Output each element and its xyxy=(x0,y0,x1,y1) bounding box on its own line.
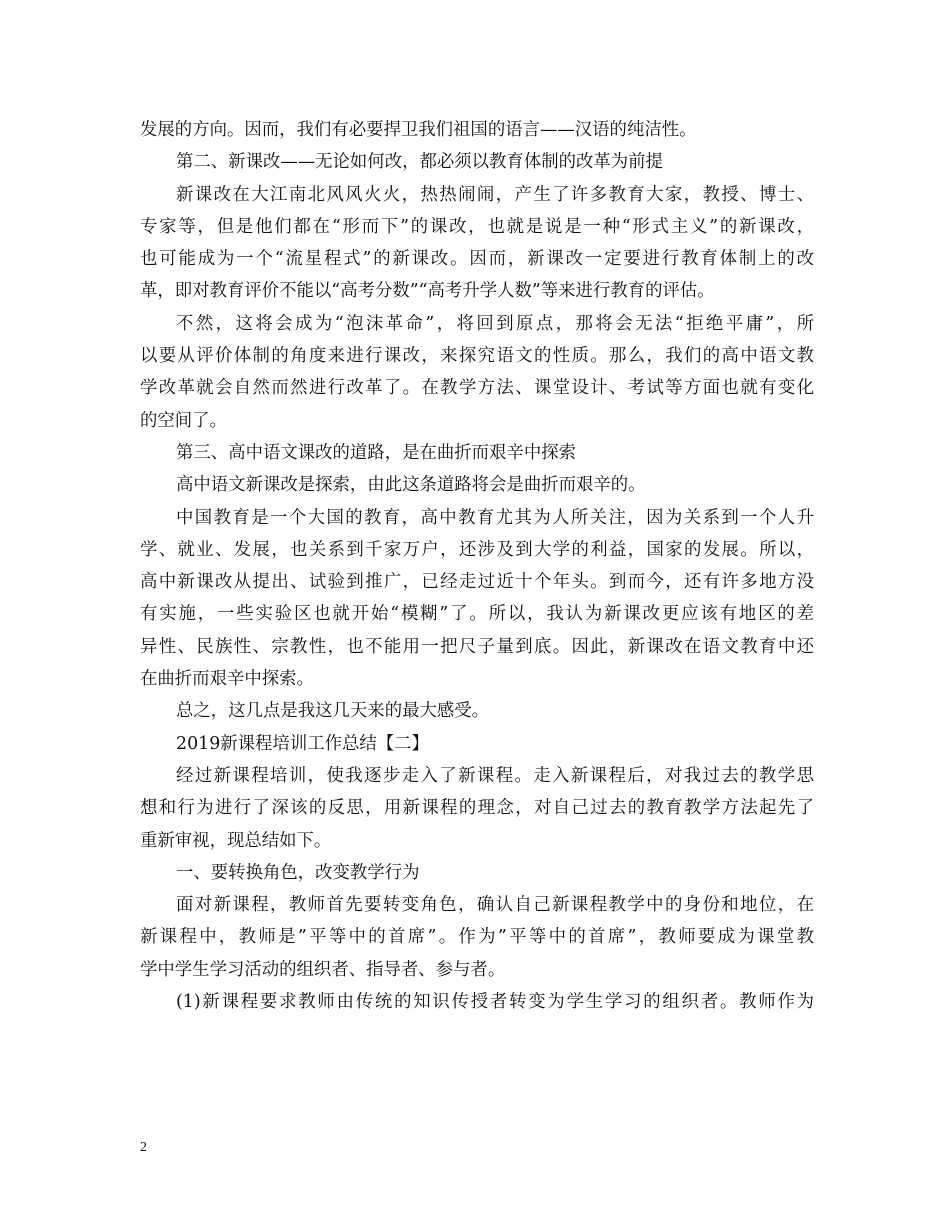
section-heading: 第三、高中语文课改的道路，是在曲折而艰辛中探索 xyxy=(176,442,576,463)
text-line: 学改革就会自然而然进行改革了。在教学方法、课堂设计、考试等方面也就有变化 xyxy=(140,378,814,399)
text-line: 高中语文新课改是探索，由此这条道路将会是曲折而艰辛的。 xyxy=(176,475,646,496)
text-line: 也可能成为一个“流星程式”的新课改。因而，新课改一定要进行教育体制上的改 xyxy=(140,249,814,270)
text-line: 新课程中，教师是”平等中的首席”。作为”平等中的首席”，教师要成为课堂教 xyxy=(140,927,814,948)
section-heading: 一、要转换角色，改变教学行为 xyxy=(176,862,420,883)
text-line: 异性、民族性、宗教性，也不能用一把尺子量到底。因此，新课改在语文教育中还 xyxy=(140,636,814,657)
text-line: 以要从评价体制的角度来进行课改，来探究语文的性质。那么，我们的高中语文教 xyxy=(140,346,814,367)
text-line: (1)新课程要求教师由传统的知识传授者转变为学生学习的组织者。教师作为 xyxy=(176,992,814,1013)
document-body xyxy=(140,114,814,1018)
page-number: 2 xyxy=(140,1140,147,1155)
text-line: 高中新课改从提出、试验到推广，已经走过近十个年头。到而今，还有许多地方没 xyxy=(140,572,814,593)
text-line: 革，即对教育评价不能以“高考分数”“高考升学人数”等来进行教育的评估。 xyxy=(140,281,715,302)
text-line: 中国教育是一个大国的教育，高中教育尤其为人所关注，因为关系到一个人升 xyxy=(176,507,814,528)
text-line: 不然，这将会成为“泡沫革命”，将回到原点，那将会无法“拒绝平庸”，所 xyxy=(176,313,814,334)
text-line: 的空间了。 xyxy=(140,410,227,431)
text-line: 学中学生学习活动的组织者、指导者、参与者。 xyxy=(140,959,506,980)
text-line: 重新审视，现总结如下。 xyxy=(140,830,332,851)
text-line: 有实施，一些实验区也就开始“模糊”了。所以，我认为新课改更应该有地区的差 xyxy=(140,604,814,625)
text-line: 总之，这几点是我这几天来的最大感受。 xyxy=(176,701,490,722)
text-line: 发展的方向。因而，我们有必要捍卫我们祖国的语言——汉语的纯洁性。 xyxy=(140,120,697,140)
text-line: 经过新课程培训，使我逐步走入了新课程。走入新课程后，对我过去的教学思 xyxy=(176,765,814,786)
text-line: 学、就业、发展，也关系到千家万户，还涉及到大学的利益，国家的发展。所以， xyxy=(140,539,814,560)
section-heading: 第二、新课改——无论如何改，都必须以教育体制的改革为前提 xyxy=(176,152,663,173)
text-line: 面对新课程，教师首先要转变角色，确认自己新课程教学中的身份和地位，在 xyxy=(176,895,814,916)
section-heading: 2019新课程培训工作总结【二】 xyxy=(176,733,429,754)
text-line: 想和行为进行了深该的反思，用新课程的理念，对自己过去的教育教学方法起先了 xyxy=(140,798,814,819)
text-line: 新课改在大江南北风风火火，热热闹闹，产生了许多教育大家，教授、博士、 xyxy=(176,184,814,205)
text-line: 在曲折而艰辛中探索。 xyxy=(140,669,314,690)
text-line: 专家等，但是他们都在“形而下”的课改，也就是说是一种“形式主义”的新课改， xyxy=(140,216,814,237)
